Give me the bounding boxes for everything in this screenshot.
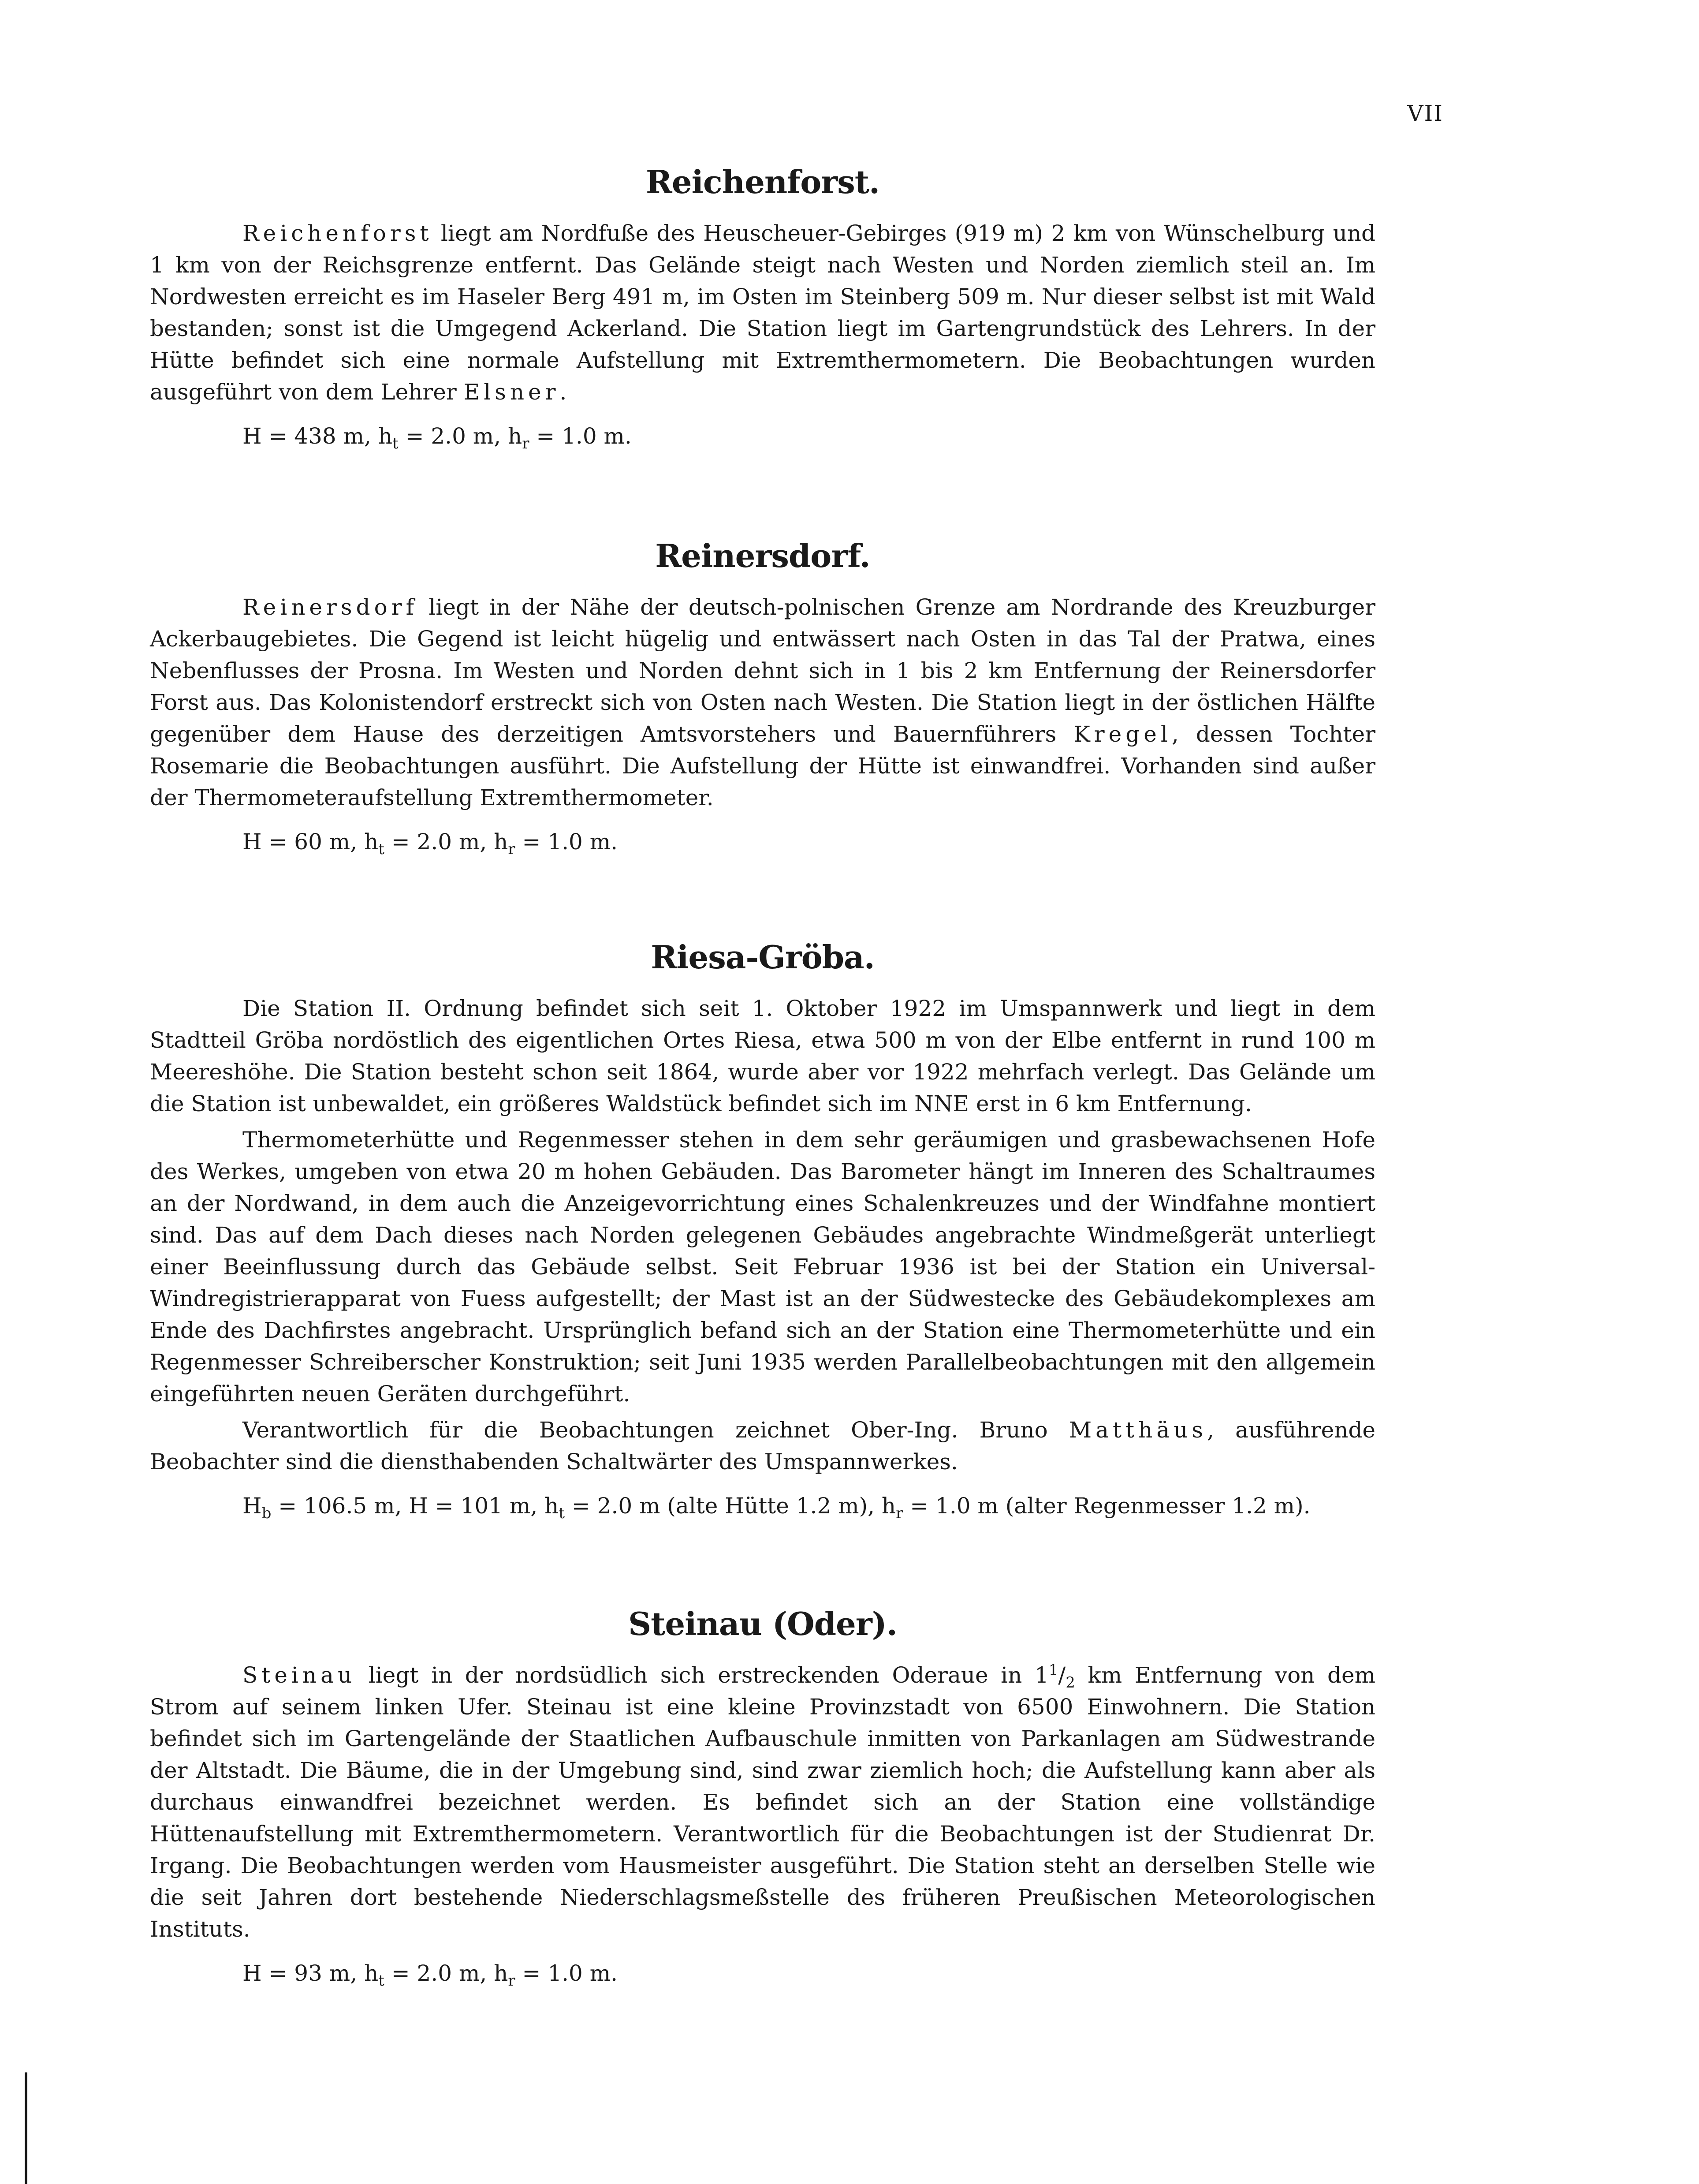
station-description: Die Station II. Ordnung befindet sich seit 1. Oktober 1922 im Umspannwerk und liegt in dem Stadtteil Gröba nordöstlich des eigentlichen Ortes Riesa, etwa 500 m von der Elbe entfernt in rund 100 m Meereshöhe. Die Station besteht schon seit 1864, wurde aber vor 1922 mehrfach verlegt. Das Gelände um die Station ist unbewaldet, ein größeres Waldstück befindet sich im NNE erst in 6 km Entfernung. <box>150 996 1375 1116</box>
station-name: Reinersdorf <box>242 594 418 620</box>
description-text: liegt in der Nähe der deutsch-polnischen Grenze am Nordrande des Kreuzburger Ackerbaugebietes. Die Gegend ist leicht hügelig und entwässert nach Osten in das Tal der Pratwa, eines Nebenflusses der Prosna. Im Westen und Norden dehnt sich in 1 bis 2 km Entfernung der Reinersdorfer Forst aus. Das Kolonistendorf erstreckt sich von Osten nach Westen. Die Station liegt in der östlichen Hälfte gegenüber dem Hause des derzeitigen Amtsvorstehers und Bauernführers <box>150 594 1375 747</box>
station-description: Steinau liegt in der nordsüdlich sich erstreckenden Oderaue in $1^1/_2$ km Entfernung von dem Strom auf seinem linken Ufer. Steinau ist eine kleine Provinzstadt von 6500 Einwohnern. Die Station befindet sich im Gartengelände der Staatlichen Aufbauschule inmitten von Parkanlagen am Südwestrande der Altstadt. Die Bäume, die in der Umgebung sind, sind zwar ziemlich hoch; die Aufstellung kann aber als durchaus einwandfrei bezeichnet werden. Es befindet sich an der Station eine vollständige Hüttenaufstellung mit Extremthermometern. Verantwortlich für die Beobachtungen ist der Studienrat Dr. Irgang. Die Beobachtungen werden vom Hausmeister ausgeführt. Die Station steht an derselben Stelle wie die seit Jahren dort bestehende Niederschlagsmeßstelle des früheren Preußischen Meteorologischen Instituts. <box>150 1661 1375 1942</box>
section-riesa-groeba <box>150 938 1375 1522</box>
equipment-description: Thermometerhütte und Regenmesser stehen in dem sehr geräumigen und grasbewachsenen Hofe des Werkes, umgeben von etwa 20 m hohen Gebäuden. Das Barometer hängt im Inneren des Schaltraumes an der Nordwand, in dem auch die Anzeigevorrichtung eines Schalenkreuzes und der Windfahne montiert sind. Das auf dem Dach dieses nach Norden gelegenen Gebäudes angebrachte Windmeßgerät unterliegt einer Beeinflussung durch das Gebäude selbst. Seit Februar 1936 ist bei der Station ein Universal-Windregistrierapparat von Fuess aufgestellt; der Mast ist an der Südwestecke des Gebäudekomplexes am Ende des Dachfirstes angebracht. Ursprünglich befand sich an der Station eine Thermometerhütte und ein Regenmesser Schreiberscher Konstruktion; seit Juni 1935 werden Parallelbeobachtungen mit den allgemein eingeführten neuen Geräten durchgeführt. <box>150 1127 1375 1407</box>
description-text: km Entfernung von dem Strom auf seinem linken Ufer. Steinau ist eine kleine Provinzstadt von 6500 Einwohnern. Die Station befindet sich im Gartengelände der Staatlichen Aufbauschule inmitten von Parkanlagen am Südwestrande der Altstadt. Die Bäume, die in der Umgebung sind, sind zwar ziemlich hoch; die Aufstellung kann aber als durchaus einwandfrei bezeichnet werden. Es befindet sich an der Station eine vollständige Hüttenaufstellung mit Extremthermometern. Verantwortlich für die Beobachtungen ist der Studienrat Dr. Irgang. Die Beobachtungen werden vom Hausmeister ausgeführt. Die Station steht an derselben Stelle wie die seit Jahren dort bestehende Niederschlagsmeßstelle des früheren Preußischen Meteorologischen Instituts. <box>150 1662 1375 1942</box>
description-text: liegt in der nordsüdlich sich erstreckenden Oderaue in 1 <box>356 1662 1049 1688</box>
section-title: Reichenforst. <box>645 163 880 201</box>
section-title: Riesa-Gröba. <box>651 938 875 976</box>
station-heights: H = 438 m, $h_t = 2.0$ m, $h_r = 1.0$ m. <box>242 423 632 452</box>
responsibility-note: Verantwortlich für die Beobachtungen zeichnet Ober-Ing. Bruno Matthäus, ausführende Beobachter sind die diensthabenden Schaltwärter des Umspannwerkes. <box>150 1417 1375 1475</box>
section-title: Reinersdorf. <box>655 537 870 575</box>
station-heights: H = 93 m, $h_t = 2.0$ m, $h_r = 1.0$ m. <box>242 1960 618 1990</box>
person-name: Matthäus <box>1069 1417 1207 1443</box>
section-steinau <box>150 1605 1375 1989</box>
station-heights: $H_b = 106.5$ m, H = 101 m, $h_t = 2.0$ m (alte Hütte 1.2 m), $h_r = 1.0$ m (alter Regenmesser 1.2 m). <box>242 1493 1311 1522</box>
station-heights: H = 60 m, $h_t = 2.0$ m, $h_r = 1.0$ m. <box>242 829 618 858</box>
description-text: liegt am Nordfuße des Heuscheuer-Gebirges (919 m) 2 km von Wünschelburg und 1 km von der Reichsgrenze entfernt. Das Gelände steigt nach Westen und Norden ziemlich steil an. Im Nordwesten erreicht es im Haseler Berg 491 m, im Osten im Steinberg 509 m. Nur dieser selbst ist mit Wald bestanden; sonst ist die Umgegend Ackerland. Die Station liegt im Gartengrundstück des Lehrers. In der Hütte befindet sich eine normale Aufstellung mit Extremthermometern. Die Beobachtungen wurden ausgeführt von dem Lehrer <box>150 220 1375 405</box>
person-name: Kregel <box>1073 721 1172 747</box>
station-description <box>150 591 1375 814</box>
station-name: Steinau <box>242 1662 356 1688</box>
description-end: . <box>559 379 567 405</box>
observer-name: Elsner <box>463 379 560 405</box>
page-number: VII <box>1407 101 1443 126</box>
section-title: Steinau (Oder). <box>628 1605 897 1643</box>
description-text: , dessen Tochter Rosemarie die Beobachtungen ausführt. Die Aufstellung der Hütte ist einwandfrei. Vorhanden sind außer der Thermometeraufstellung Extremthermometer. <box>150 721 1376 810</box>
station-name: Reichenforst <box>242 220 433 246</box>
section-reichenforst <box>150 163 1375 452</box>
section-reinersdorf <box>150 537 1375 858</box>
scan-edge-mark <box>25 2072 27 2184</box>
station-description <box>150 217 1375 408</box>
